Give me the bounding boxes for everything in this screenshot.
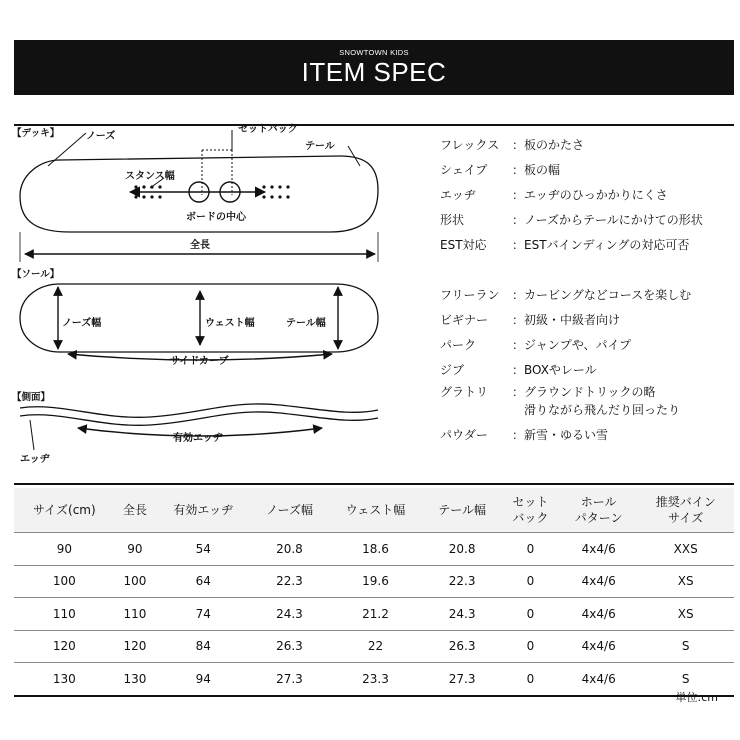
board-center-label: ボードの中心 — [186, 212, 246, 223]
table-cell: 90 — [115, 533, 155, 566]
table-cell: 64 — [155, 565, 251, 598]
table-header: 全長 — [115, 488, 155, 533]
table-cell: 20.8 — [423, 533, 500, 566]
brand-label: SNOWTOWN KIDS — [339, 48, 409, 57]
table-cell: S — [637, 663, 734, 696]
table-cell: 0 — [501, 565, 560, 598]
side-profile-top — [20, 404, 378, 417]
table-cell: 23.3 — [328, 663, 424, 696]
table-cell: 22.3 — [423, 565, 500, 598]
table-cell: 0 — [501, 598, 560, 631]
tail-width-label: テール幅 — [286, 318, 326, 329]
table-cell: 24.3 — [251, 598, 327, 631]
table-cell: 22 — [328, 630, 424, 663]
table-cell: 26.3 — [251, 630, 327, 663]
table-header: ホール パターン — [560, 488, 637, 533]
table-header: 有効エッヂ — [155, 488, 251, 533]
sole-section-label: 【ソール】 — [12, 269, 60, 280]
table-cell: 90 — [14, 533, 115, 566]
deck-section-label: 【デッキ】 — [12, 128, 60, 139]
table-header: テール幅 — [423, 488, 500, 533]
tail-label: テール — [305, 141, 335, 152]
table-cell: 19.6 — [328, 565, 424, 598]
edge-pointer — [30, 420, 34, 450]
table-cell: 24.3 — [423, 598, 500, 631]
table-header: ノーズ幅 — [251, 488, 327, 533]
length-label: 全長 — [190, 240, 210, 251]
setback-bracket — [202, 150, 232, 195]
unit-note: 単位:cm — [675, 691, 718, 704]
stance-width-label: スタンス幅 — [125, 171, 175, 182]
table-header: 推奨バイン サイズ — [637, 488, 734, 533]
table-row — [14, 598, 734, 631]
table-cell: XS — [637, 598, 734, 631]
table-cell: 110 — [14, 598, 115, 631]
table-cell: 27.3 — [251, 663, 327, 696]
table-header-row — [14, 488, 734, 533]
table-cell: 54 — [155, 533, 251, 566]
table-cell: XXS — [637, 533, 734, 566]
table-cell: 20.8 — [251, 533, 327, 566]
table-cell: 130 — [115, 663, 155, 696]
table-cell: 21.2 — [328, 598, 424, 631]
edge-label: エッヂ — [20, 454, 50, 465]
side-section-label: 【側面】 — [12, 392, 51, 403]
table-header: ウェスト幅 — [328, 488, 424, 533]
table-row — [14, 630, 734, 663]
table-cell: 84 — [155, 630, 251, 663]
table-cell: 100 — [14, 565, 115, 598]
table-cell: 4x4/6 — [560, 565, 637, 598]
sidecut-label: サイドカーブ — [170, 356, 229, 367]
table-cell: 120 — [115, 630, 155, 663]
waist-width-label: ウェスト幅 — [205, 318, 255, 329]
table-cell: 27.3 — [423, 663, 500, 696]
table-cell: 130 — [14, 663, 115, 696]
table-cell: 4x4/6 — [560, 630, 637, 663]
table-cell: 18.6 — [328, 533, 424, 566]
side-profile-bottom — [20, 412, 378, 425]
page-title: ITEM SPEC — [301, 57, 447, 87]
effective-edge-label: 有効エッヂ — [173, 433, 223, 444]
table-cell: 110 — [115, 598, 155, 631]
table-cell: 74 — [155, 598, 251, 631]
table-cell: 4x4/6 — [560, 598, 637, 631]
table-header: サイズ(cm) — [14, 488, 115, 533]
table-cell: 94 — [155, 663, 251, 696]
table-row — [14, 565, 734, 598]
table-cell: 100 — [115, 565, 155, 598]
table-cell: 120 — [14, 630, 115, 663]
table-cell: 22.3 — [251, 565, 327, 598]
setback-label: セットバック — [238, 124, 298, 135]
table-row — [14, 663, 734, 696]
table-cell: 4x4/6 — [560, 663, 637, 696]
nose-label: ノーズ — [86, 131, 116, 142]
table-cell: 0 — [501, 533, 560, 566]
table-cell: 0 — [501, 663, 560, 696]
nose-width-label: ノーズ幅 — [62, 318, 102, 329]
spec-table — [14, 488, 734, 697]
divider-table — [14, 483, 734, 485]
table-cell: 26.3 — [423, 630, 500, 663]
table-cell: S — [637, 630, 734, 663]
table-header: セット バック — [501, 488, 560, 533]
table-cell: 4x4/6 — [560, 533, 637, 566]
table-cell: 0 — [501, 630, 560, 663]
table-row — [14, 533, 734, 566]
table-cell: XS — [637, 565, 734, 598]
